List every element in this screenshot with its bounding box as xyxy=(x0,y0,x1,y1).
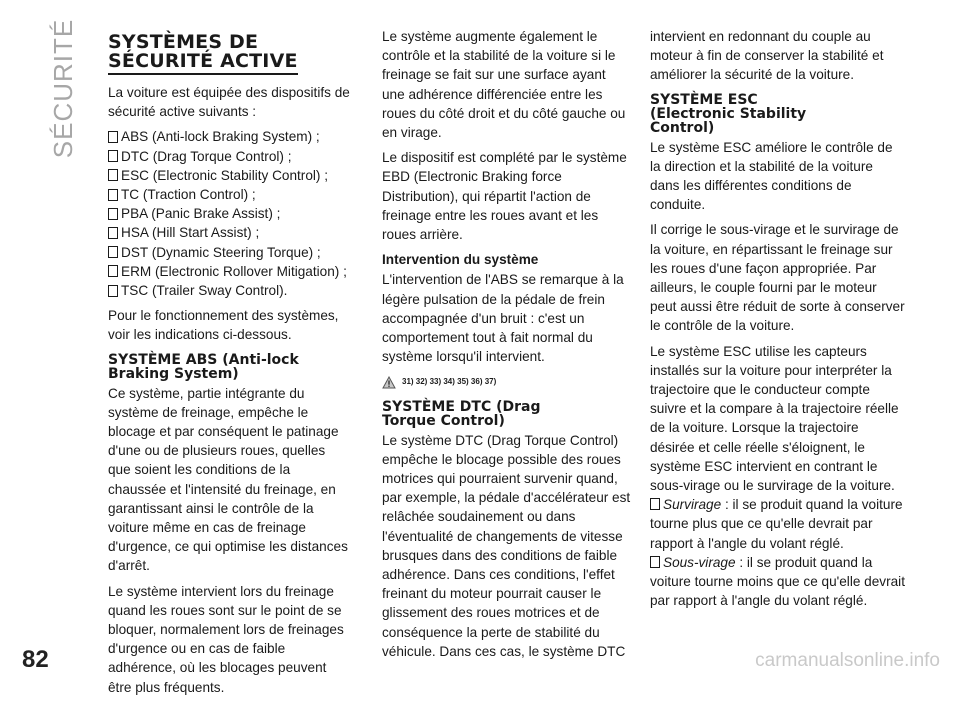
column-3 xyxy=(650,27,905,610)
after-list-paragraph: Pour le fonctionnement des systèmes, voir les indications ci-dessous. xyxy=(108,308,339,343)
checkbox-bullet-icon xyxy=(108,208,118,220)
list-item xyxy=(108,147,351,166)
column-1 xyxy=(108,27,351,703)
checkbox-bullet-icon xyxy=(108,131,118,143)
list-item xyxy=(108,262,351,281)
dtc-heading-line-2: Torque Control) xyxy=(382,412,505,429)
intervention-paragraph: L'intervention de l'ABS se remarque à la légère pulsation de la pédale de frein accompagnée d'un bruit : c'est un comportement tout à fait normal du système lorsqu'il intervient. xyxy=(382,272,624,365)
checkbox-bullet-icon xyxy=(108,150,118,162)
abs-paragraph-1: Ce système, partie intégrante du système de freinage, empêche le blocage et par conséquent le patinage d'une ou de plusieurs roues, quelles que soient les conditions de la chaussée et l'intensité du freinage, en garantissant ainsi le contrôle de la voiture même en cas de freinage d'urgence, ce qui optimise les distances d'arrêt. xyxy=(108,385,348,574)
checkbox-bullet-icon xyxy=(108,189,118,201)
definition-text: : il se produit quand la voiture tourne moins que ce qu'elle devrait par rapport à l'angle du volant réglé. xyxy=(650,554,905,609)
list-item xyxy=(108,166,351,185)
definition-oversteer xyxy=(650,495,905,553)
checkbox-bullet-icon xyxy=(108,227,118,239)
watermark: carmanualsonline.info xyxy=(755,650,940,671)
intro-paragraph: La voiture est équipée des dispositifs de sécurité active suivants : xyxy=(108,85,350,120)
list-item-text: DTC (Drag Torque Control) ; xyxy=(121,148,292,164)
list-item-text: TC (Traction Control) ; xyxy=(121,187,256,203)
abs-paragraph-3: Le système augmente également le contrôle et la stabilité de la voiture si le freinage se fait sur une surface ayant une adhérence différenciée entre les roues du côté droit et du côté gauche ou en virage. xyxy=(382,29,626,141)
list-item xyxy=(108,281,351,300)
page-number: 82 xyxy=(22,646,49,673)
esc-heading-line-1: SYSTÈME ESC xyxy=(650,91,758,108)
definition-understeer xyxy=(650,553,905,611)
active-safety-list xyxy=(108,127,351,300)
dtc-heading-line-1: SYSTÈME DTC (Drag xyxy=(382,398,541,415)
main-heading-line-2: SÉCURITÉ ACTIVE xyxy=(108,50,298,72)
dtc-continued-paragraph: intervient en redonnant du couple au moteur à fin de conserver la stabilité et améliorer la sécurité de la voiture. xyxy=(650,29,884,83)
abs-paragraph-2: Le système intervient lors du freinage quand les roues sont sur le point de se bloquer, normalement lors de freinages d'urgence ou en cas de faible adhérence, où les blocages peuvent être plus fréquents. xyxy=(108,583,344,695)
dtc-heading xyxy=(382,400,632,428)
list-item-text: ABS (Anti-lock Braking System) ; xyxy=(121,129,320,145)
list-item xyxy=(108,223,351,242)
abs-heading xyxy=(108,353,351,381)
esc-paragraph-3: Le système ESC utilise les capteurs installés sur la voiture pour interpréter la trajectoire que le conducteur compte suivre et la compare à la trajectoire réelle de la voiture. Lorsque la trajectoire désirée et celle réelle s'éloignent, le système ESC intervient en contrant le sous-virage ou le survirage de la voiture. xyxy=(650,343,899,494)
checkbox-bullet-icon xyxy=(650,498,660,510)
list-item xyxy=(108,185,351,204)
definition-term: Survirage xyxy=(663,497,722,513)
checkbox-bullet-icon xyxy=(108,246,118,258)
section-side-title-text: SÉCURITÉ xyxy=(48,18,79,158)
abs-heading-line-2: Braking System) xyxy=(108,365,239,382)
definition-term: Sous-virage xyxy=(663,554,736,570)
esc-paragraph-1: Le système ESC améliore le contrôle de la direction et la stabilité de la voiture dans les différentes conditions de conduite. xyxy=(650,139,893,213)
list-item-text: DST (Dynamic Steering Torque) ; xyxy=(121,244,321,260)
esc-heading-line-2: (Electronic Stability xyxy=(650,105,807,122)
checkbox-bullet-icon xyxy=(650,556,660,568)
list-item-text: PBA (Panic Brake Assist) ; xyxy=(121,206,281,222)
esc-heading xyxy=(650,93,905,135)
ebd-paragraph: Le dispositif est complété par le système EBD (Electronic Braking force Distribution), qui répartit l'action de freinage entre les roues avant et les roues arrière. xyxy=(382,150,627,243)
list-item-text: ERM (Electronic Rollover Mitigation) ; xyxy=(121,263,347,279)
list-item-text: HSA (Hill Start Assist) ; xyxy=(121,225,260,241)
abs-heading-line-1: SYSTÈME ABS (Anti-lock xyxy=(108,351,299,368)
esc-heading-line-3: Control) xyxy=(650,119,715,136)
dtc-paragraph: Le système DTC (Drag Torque Control) empêche le blocage possible des roues motrices qui pourraient survenir quand, par exemple, la pédale d'accélérateur est relâchée soudainement ou dans l'éventualité de changements de vitesse brusques dans des conditions de faible adhérence. Dans ces conditions, l'effet freinant du moteur pourrait causer le glissement des roues motrices et de conséquence la perte de stabilité du véhicule. Dans ces cas, le système DTC xyxy=(382,432,631,659)
warning-triangle-icon xyxy=(382,376,396,389)
checkbox-bullet-icon xyxy=(108,265,118,277)
esc-paragraph-2: Il corrige le sous-virage et le survirage de la voiture, en répartissant le freinage sur les roues d'une façon appropriée. Par ailleurs, le couple fourni par le moteur peut aussi être réduit de sorte à conserver le contrôle de la voiture. xyxy=(650,222,905,334)
list-item xyxy=(108,127,351,146)
section-side-title xyxy=(44,18,84,158)
column-2 xyxy=(382,27,632,667)
list-item xyxy=(108,204,351,223)
checkbox-bullet-icon xyxy=(108,169,118,181)
main-heading xyxy=(108,33,298,75)
definition-text: : il se produit quand la voiture tourne plus que ce qu'elle devrait par rapport à l'angle du volant réglé. xyxy=(650,497,903,551)
list-item-text: ESC (Electronic Stability Control) ; xyxy=(121,167,328,183)
main-heading-line-1: SYSTÈMES DE xyxy=(108,31,259,53)
list-item-text: TSC (Trailer Sway Control). xyxy=(121,283,288,299)
warning-reference-numbers: 31) 32) 33) 34) 35) 36) 37) xyxy=(402,377,497,387)
checkbox-bullet-icon xyxy=(108,285,118,297)
warning-references xyxy=(382,372,632,391)
intervention-heading: Intervention du système xyxy=(382,252,539,268)
list-item xyxy=(108,243,351,262)
